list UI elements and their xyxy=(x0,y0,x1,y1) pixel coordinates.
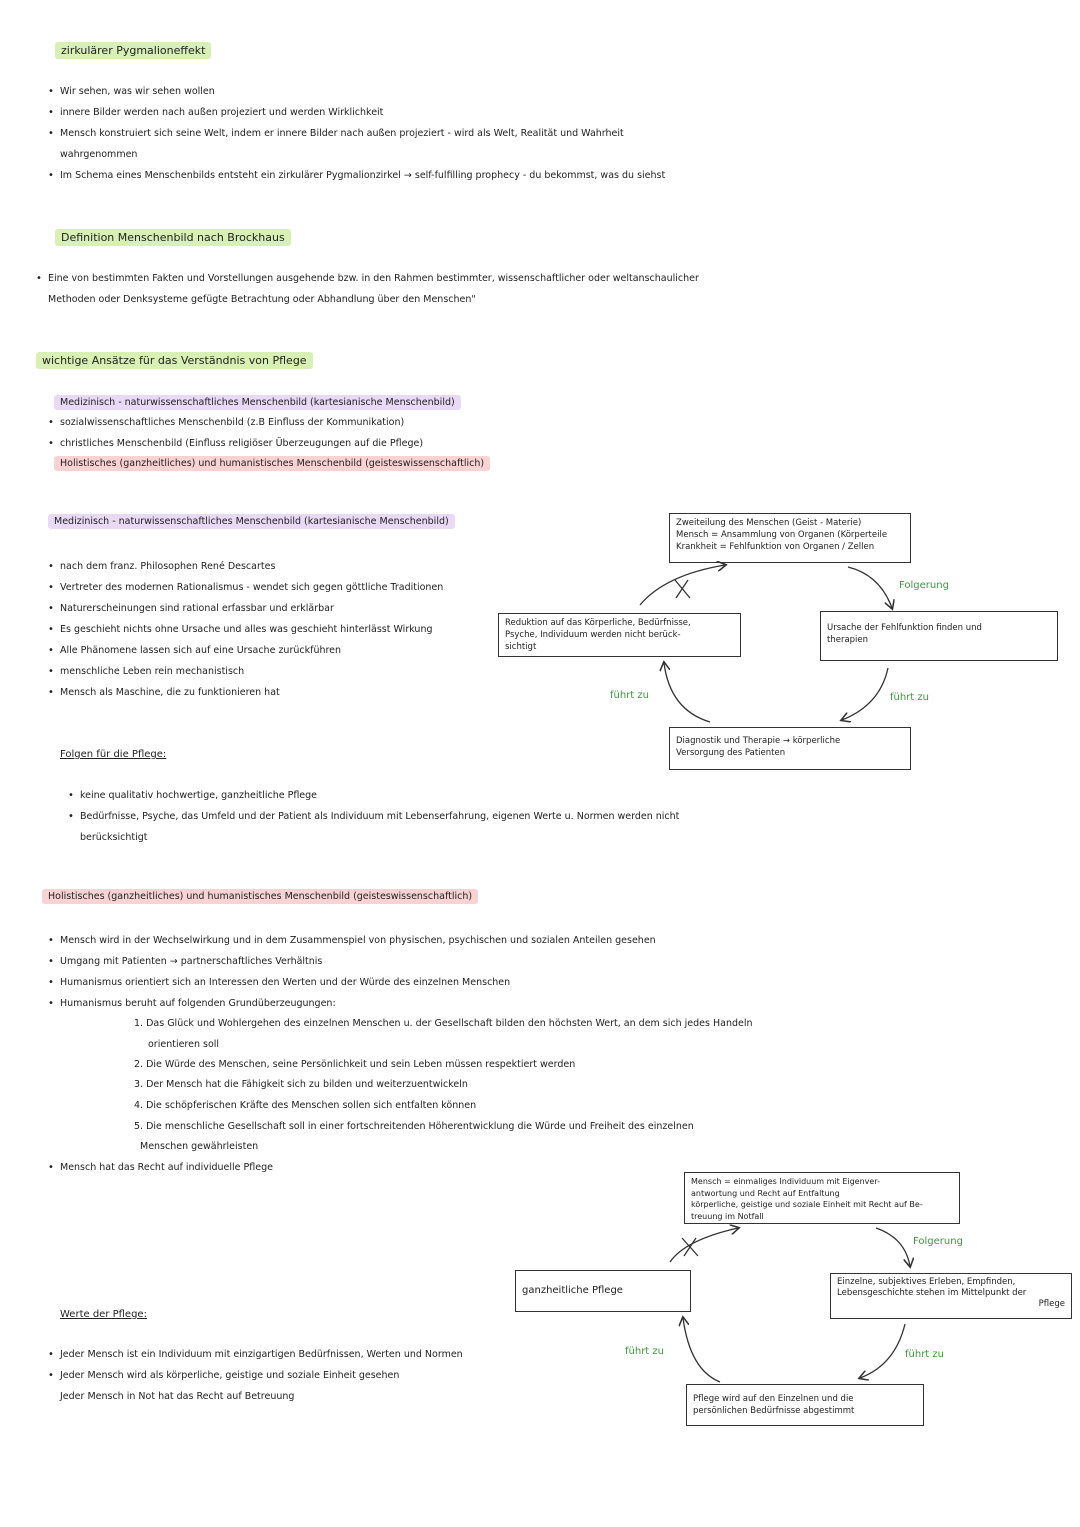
numbered-item: 3. Der Mensch hat die Fähigkeit sich zu bilden und weiterzuentwickeln xyxy=(134,1079,468,1090)
arrow xyxy=(860,1324,905,1378)
box-line: therapien xyxy=(827,635,869,645)
arrow xyxy=(876,1228,910,1266)
box-line: Zweiteilung des Menschen (Geist - Materie) xyxy=(676,518,862,528)
text-line: wahrgenommen xyxy=(60,149,138,160)
list-item: • Naturerscheinungen sind rational erfassbar und erklärbar xyxy=(60,602,334,615)
heading-pygmalion: zirkulärer Pygmalioneffekt xyxy=(55,42,211,59)
box-line: Pflege wird auf den Einzelnen und die xyxy=(693,1394,854,1404)
list-item: • Vertreter des modernen Rationalismus - wendet sich gegen göttliche Traditionen xyxy=(60,581,443,594)
box-line: Einzelne, subjektives Erleben, Empfinden, xyxy=(837,1277,1016,1287)
list-item: • menschliche Leben rein mechanistisch xyxy=(60,665,244,678)
list-item: Medizinisch - naturwissenschaftliches Menschenbild (kartesianische Menschenbild) xyxy=(54,395,461,410)
text-line: Methoden oder Denksysteme gefügte Betrachtung oder Abhandlung über den Menschen" xyxy=(48,294,476,305)
box-line: Ursache der Fehlfunktion finden und xyxy=(827,623,982,633)
folgerung-label: Folgerung xyxy=(913,1236,963,1247)
box-line: Mensch = einmaliges Individuum mit Eigenver- xyxy=(691,1177,880,1186)
fuehrt-zu-label: führt zu xyxy=(905,1349,944,1360)
box-line: Lebensgeschichte stehen im Mittelpunkt der xyxy=(837,1288,1027,1298)
box-line: persönlichen Bedürfnisse abgestimmt xyxy=(693,1406,855,1416)
list-item: • Umgang mit Patienten → partnerschaftliches Verhältnis xyxy=(60,955,322,968)
box-line: Reduktion auf das Körperliche, Bedürfnisse, xyxy=(505,618,691,628)
text-line: • Wir sehen, was wir sehen wollen xyxy=(60,85,215,98)
fuehrt-zu-label: führt zu xyxy=(625,1346,664,1357)
folgerung-label: Folgerung xyxy=(899,580,949,591)
list-item: Jeder Mensch in Not hat das Recht auf Betreuung xyxy=(60,1391,295,1402)
arrow xyxy=(640,565,725,605)
list-item: • keine qualitativ hochwertige, ganzheitliche Pflege xyxy=(80,789,317,802)
text-line: • innere Bilder werden nach außen projeziert und werden Wirklichkeit xyxy=(60,106,383,119)
box-line: körperliche, geistige und soziale Einheit mit Recht auf Be- xyxy=(691,1200,923,1209)
list-item: • Mensch hat das Recht auf individuelle Pflege xyxy=(60,1161,273,1174)
numbered-item: 4. Die schöpferischen Kräfte des Menschen sollen sich entfalten können xyxy=(134,1100,477,1111)
box-line: ganzheitliche Pflege xyxy=(522,1285,623,1296)
fuehrt-zu-label: führt zu xyxy=(610,690,649,701)
numbered-item: 1. Das Glück und Wohlergehen des einzelnen Menschen u. der Gesellschaft bilden den höchsten Wert, an dem sich jedes Handeln xyxy=(134,1018,753,1029)
list-item: • Jeder Mensch ist ein Individuum mit einzigartigen Bedürfnissen, Werten und Normen xyxy=(60,1348,463,1361)
numbered-item: 2. Die Würde des Menschen, seine Persönlichkeit und sein Leben müssen respektiert werden xyxy=(134,1059,576,1070)
list-item: • Mensch wird in der Wechselwirkung und in dem Zusammenspiel von physischen, psychischen und sozialen Anteilen gesehen xyxy=(60,934,656,947)
numbered-item: 5. Die menschliche Gesellschaft soll in einer fortschreitenden Höherentwicklung die Würde und Freiheit des einzelnen xyxy=(134,1121,694,1132)
arrow xyxy=(683,1318,720,1382)
heading-ansaetze: wichtige Ansätze für das Verständnis von Pflege xyxy=(36,352,313,369)
box-line: antwortung und Recht auf Entfaltung xyxy=(691,1188,840,1198)
arrow xyxy=(848,567,892,608)
text-line: • Mensch konstruiert sich seine Welt, indem er innere Bilder nach außen projeziert - wird als Welt, Realität und Wahrheit xyxy=(60,127,624,140)
box-line: treuung im Notfall xyxy=(691,1211,764,1221)
heading-definition: Definition Menschenbild nach Brockhaus xyxy=(55,229,291,246)
cross-mark xyxy=(675,580,690,598)
text-line: • Im Schema eines Menschenbilds entsteht ein zirkulärer Pygmalionzirkel → self-fulfilling prophecy - du bekommst, was du siehst xyxy=(60,169,665,182)
list-item: • nach dem franz. Philosophen René Descartes xyxy=(60,560,275,573)
list-item: • sozialwissenschaftliches Menschenbild (z.B Einfluss der Kommunikation) xyxy=(60,416,404,429)
werte-heading: Werte der Pflege: xyxy=(60,1309,147,1320)
box-line: Diagnostik und Therapie → körperliche xyxy=(676,736,841,746)
list-item: • Jeder Mensch wird als körperliche, geistige und soziale Einheit gesehen xyxy=(60,1369,399,1382)
box-line: Psyche, Individuum werden nicht berück- xyxy=(505,630,681,640)
list-item: • Bedürfnisse, Psyche, das Umfeld und der Patient als Individuum mit Lebenserfahrung, eigenen Werte u. Normen werden nicht xyxy=(80,810,679,823)
fuehrt-zu-label: führt zu xyxy=(890,692,929,703)
list-item: berücksichtigt xyxy=(80,832,148,843)
box-line: Pflege xyxy=(1038,1299,1065,1309)
list-item: • Humanismus orientiert sich an Interessen den Werten und der Würde des einzelnen Menschen xyxy=(60,976,510,989)
arrow xyxy=(670,1228,738,1262)
list-item: • Mensch als Maschine, die zu funktionieren hat xyxy=(60,686,280,699)
folgen-heading: Folgen für die Pflege: xyxy=(60,749,167,760)
box-line: sichtigt xyxy=(505,642,537,652)
heading-holistisch: Holistisches (ganzheitliches) und humanistisches Menschenbild (geisteswissenschaftlich) xyxy=(42,889,478,904)
numbered-item: Menschen gewährleisten xyxy=(140,1141,259,1152)
box-line: Versorgung des Patienten xyxy=(676,748,786,758)
arrow xyxy=(664,663,710,722)
list-item: • Alle Phänomene lassen sich auf eine Ursache zurückführen xyxy=(60,644,341,657)
cross-mark xyxy=(682,1238,698,1256)
text-line: • Eine von bestimmten Fakten und Vorstellungen ausgehende bzw. in den Rahmen bestimmter, wissenschaftlicher oder weltanschaulicher xyxy=(48,272,699,285)
list-item: • christliches Menschenbild (Einfluss religiöser Überzeugungen auf die Pflege) xyxy=(60,437,423,450)
arrow xyxy=(842,668,888,720)
list-item: • Humanismus beruht auf folgenden Grundüberzeugungen: xyxy=(60,997,336,1010)
list-item: • Es geschieht nichts ohne Ursache und alles was geschieht hinterlässt Wirkung xyxy=(60,623,433,636)
list-item: Holistisches (ganzheitliches) und humanistisches Menschenbild (geisteswissenschaftlich) xyxy=(54,456,490,471)
box-line: Mensch = Ansammlung von Organen (Körperteile xyxy=(676,530,888,540)
box-line: Krankheit = Fehlfunktion von Organen / Zellen xyxy=(676,542,875,552)
heading-medizinisch: Medizinisch - naturwissenschaftliches Menschenbild (kartesianische Menschenbild) xyxy=(48,514,455,529)
numbered-item: orientieren soll xyxy=(148,1039,220,1050)
